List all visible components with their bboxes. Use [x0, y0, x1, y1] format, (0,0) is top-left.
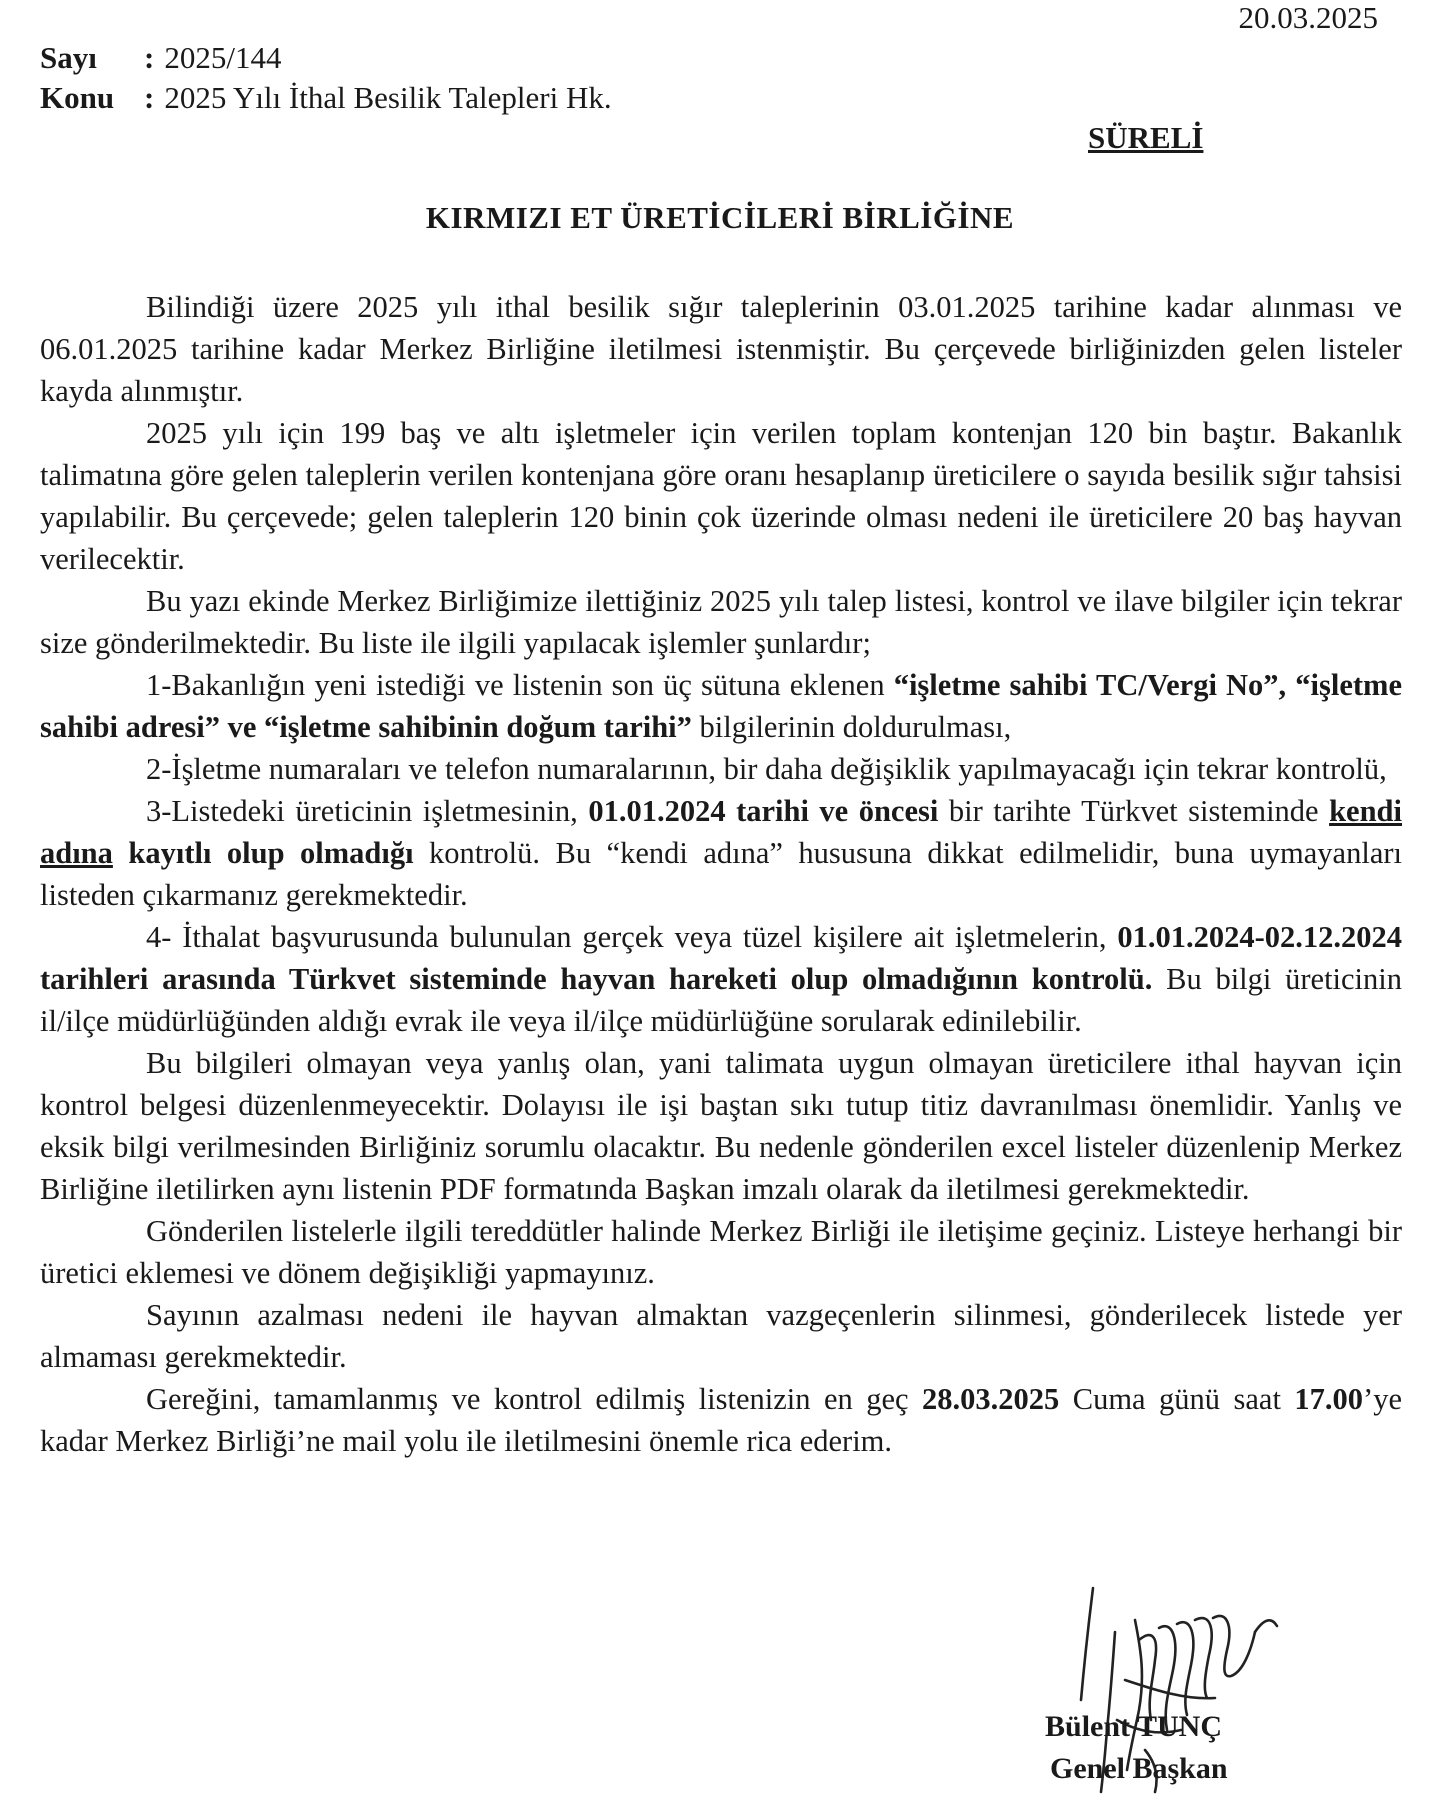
sayi-label: Sayı [40, 40, 97, 75]
recipient-text: KIRMIZI ET ÜRETİCİLERİ BİRLİĞİNE [425, 200, 1015, 235]
body-paragraph-4: Bu bilgileri olmayan veya yanlış olan, yani talimata uygun olmayan üreticilere ithal hayvan için kontrol belgesi düzenlenmeyecektir. Dolayısı ile işi baştan sıkı tutup titiz davranılması önemlidir. Yanlış ve eksik bilgi verilmesinden Birliğiniz sorumlu olacaktır. Bu nedenle gönderilen excel listeler düzenlenip Merkez Birliğine iletilirken aynı listenin PDF formatında Başkan imzalı olarak da iletilmesi gerekmektedir. [40, 1046, 1402, 1206]
closing-deadline-date: 28.03.2025 [922, 1382, 1060, 1416]
konu-label: Konu [40, 80, 115, 115]
list-item-4 [40, 916, 1402, 1042]
item3-text-mid: bir tarihte Türkvet sisteminde [938, 794, 1330, 828]
item4-text: 4- İthalat başvurusunda bulunulan gerçek veya tüzel kişilere ait işletmelerin, [146, 920, 1118, 954]
item3-underline: kendi adına [40, 794, 1402, 870]
body-paragraph-2: 2025 yılı için 199 baş ve altı işletmeler için verilen toplam kontenjan 120 bin baştır. Bakanlık talimatına göre gelen taleplerin verilen kontenjana göre oranı hesaplanıp üreticilere o sayıda besilik sığır tahsisi yapılabilir. Bu çerçevede; gelen taleplerin 120 binin çok üzerinde olması nedeni ile üreticilere 20 baş hayvan verilecektir. [40, 416, 1402, 576]
letter-body [40, 286, 1402, 1462]
closing-deadline-time: 17.00 [1294, 1382, 1364, 1416]
item4-text-end: Bu bilgi üreticinin il/ilçe müdürlüğünden aldığı evrak ile veya il/ilçe müdürlüğüne sorularak edinilebilir. [40, 962, 1402, 1038]
body-paragraph-1: Bilindiği üzere 2025 yılı ithal besilik sığır taleplerinin 03.01.2025 tarihine kadar alınması ve 06.01.2025 tarihine kadar Merkez Birliğine iletilmesi istenmiştir. Bu çerçevede birliğinizden gelen listeler kayda alınmıştır. [40, 290, 1402, 408]
signer-block [1045, 1706, 1228, 1790]
body-paragraph-6: Sayının azalması nedeni ile hayvan almaktan vazgeçenlerin silinmesi, gönderilecek listede yer almaması gerekmektedir. [40, 1298, 1402, 1374]
sayi-value: 2025/144 [164, 40, 282, 75]
closing-text: Gereğini, tamamlanmış ve kontrol edilmiş listenizin en geç [146, 1382, 923, 1416]
konu-row [40, 78, 612, 118]
sayi-separator: : [144, 40, 155, 75]
closing-text-end: ’ye kadar Merkez Birliği’ne mail yolu ile iletilmesini önemle rica ederim. [40, 1382, 1402, 1458]
item4-bold: 01.01.2024-02.12.2024 tarihleri arasında Türkvet sisteminde hayvan hareketi olup olmadığının kontrolü. [40, 920, 1402, 996]
sayi-row [40, 38, 612, 78]
signer-title: Genel Başkan [1050, 1752, 1228, 1785]
closing-paragraph [40, 1378, 1402, 1462]
list-item-3 [40, 790, 1402, 916]
letter-meta [40, 38, 612, 118]
item3-text: 3-Listedeki üreticinin işletmesinin, [146, 794, 589, 828]
sureli-stamp: SÜRELİ [1088, 120, 1204, 155]
recipient-heading [0, 200, 1440, 236]
item3-bold-status: kayıtlı olup olmadığı [112, 836, 414, 870]
item1-text: 1-Bakanlığın yeni istediği ve listenin son üç sütuna eklenen [146, 668, 894, 702]
letter-date: 20.03.2025 [1238, 0, 1378, 35]
signer-name: Bülent TUNÇ [1045, 1710, 1222, 1743]
item3-bold-date: 01.01.2024 tarihi ve öncesi [588, 794, 939, 828]
list-item-1 [40, 664, 1402, 748]
list-item-2: 2-İşletme numaraları ve telefon numaralarının, bir daha değişiklik yapılmayacağı için tekrar kontrolü, [146, 752, 1387, 786]
closing-text-mid: Cuma günü saat [1059, 1382, 1295, 1416]
body-paragraph-5: Gönderilen listelerle ilgili tereddütler halinde Merkez Birliği ile iletişime geçiniz. Listeye herhangi bir üretici eklemesi ve dönem değişikliği yapmayınız. [40, 1214, 1402, 1290]
item1-bold: “işletme sahibi TC/Vergi No”, “işletme sahibi adresi” ve “işletme sahibinin doğum tarihi” [40, 668, 1402, 744]
body-paragraph-3: Bu yazı ekinde Merkez Birliğimize ilettiğiniz 2025 yılı talep listesi, kontrol ve ilave bilgiler için tekrar size gönderilmektedir. Bu liste ile ilgili yapılacak işlemler şunlardır; [40, 584, 1402, 660]
item1-text-end: bilgilerinin doldurulması, [691, 710, 1012, 744]
item3-text-end: kontrolü. Bu “kendi adına” hususuna dikkat edilmelidir, buna uymayanları listeden çıkarmanız gerekmektedir. [40, 836, 1402, 912]
konu-separator: : [144, 80, 155, 115]
konu-value: 2025 Yılı İthal Besilik Talepleri Hk. [164, 80, 612, 115]
